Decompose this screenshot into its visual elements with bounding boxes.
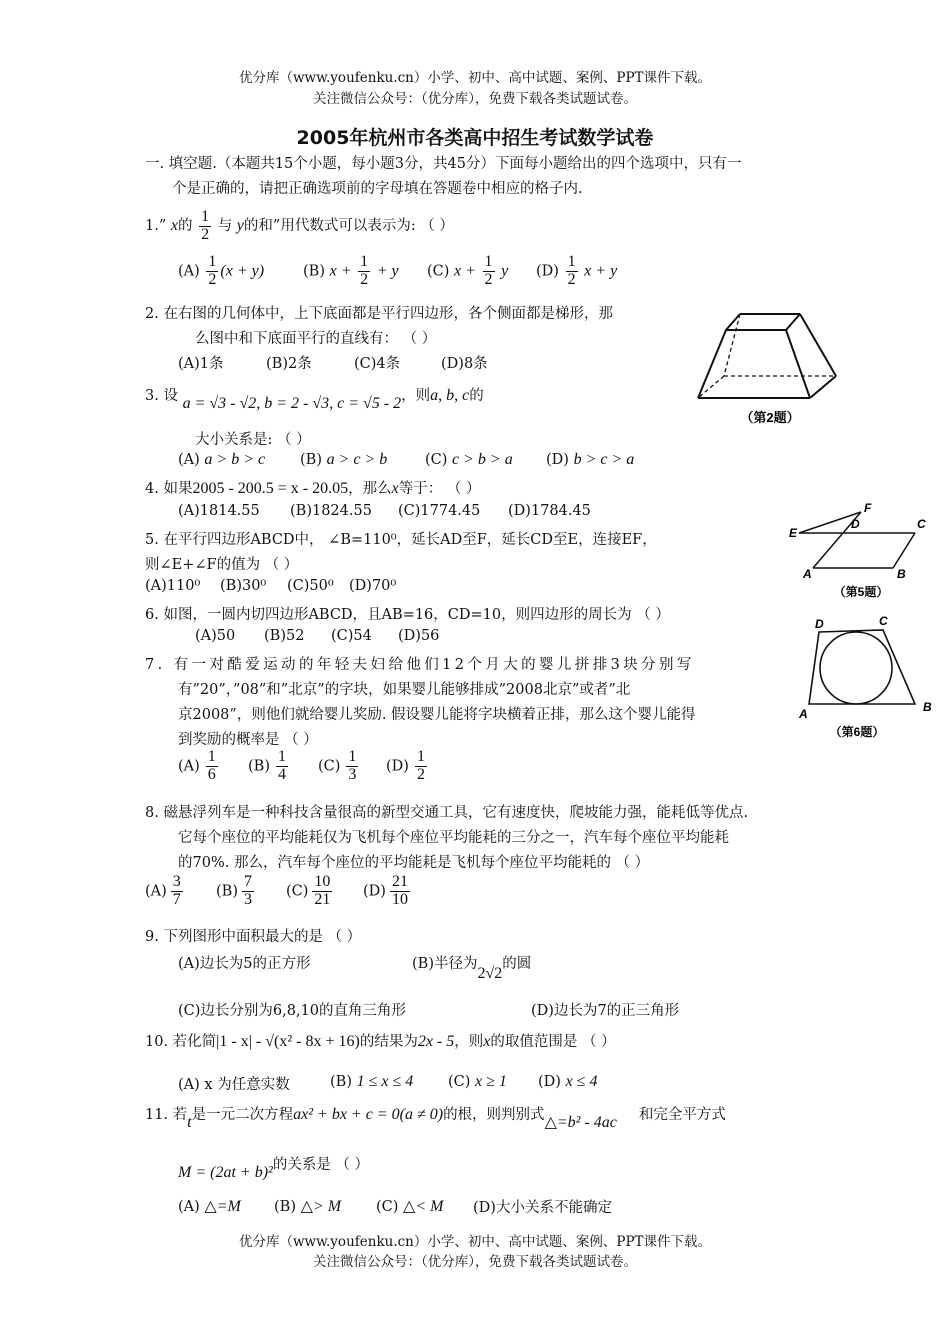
fig5-label-c: C (917, 517, 926, 531)
question-5-line-2: 则∠E+∠F的值为 （ ） (145, 557, 299, 573)
q7-option-b: (B) $\frac{1}{4}$ (248, 748, 286, 783)
q9-option-d: (D)边长为7的正三角形 (531, 1003, 680, 1019)
q3-vars: a, b, c (430, 387, 470, 404)
q2-figure (690, 300, 850, 430)
q10-option-c: (C) x ≥ 1 (448, 1073, 507, 1090)
fig5-label-a: A (803, 567, 812, 581)
section-instruction-line-2: 个是正确的，请把正确选项前的字母填在答题卷中相应的格子内. (172, 181, 583, 197)
q5-option-d: (D)70⁰ (349, 578, 397, 594)
q5-figure (785, 500, 935, 602)
q6-option-a: (A)50 (195, 628, 236, 644)
question-4-stem: 4. 如果2005 - 200.5 = x - 20.05，那么x等于： （ ） (145, 480, 481, 497)
q4-option-a: (A)1814.55 (178, 503, 260, 519)
question-2-line-1: 2. 在右图的几何体中，上下底面都是平行四边形，各个侧面都是梯形，那 (145, 306, 613, 322)
fig6-label-d: D (815, 617, 824, 631)
q2-option-a: (A)1条 (178, 356, 224, 372)
q2-option-d: (D)8条 (441, 356, 488, 372)
q6-option-c: (C)54 (331, 628, 372, 644)
q7-option-d: (D) $\frac{1}{2}$ (386, 748, 425, 783)
q11-option-b: (B) △> M (274, 1198, 342, 1215)
q3-option-a: (A) a > b > c (178, 451, 266, 468)
question-11-line-2: M = (2at + b)²的关系是 （ ） (178, 1157, 370, 1181)
question-8-line-1: 8. 磁悬浮列车是一种科技含量很高的新型交通工具，它有速度快，爬坡能力强，能耗低等优点. (145, 805, 749, 821)
fig6-label-b: B (923, 700, 932, 714)
fig2-back-right-lateral (800, 314, 836, 376)
q9-option-a: (A)边长为5的正方形 (178, 956, 311, 972)
q11-m-expr: M = (2at + b)² (178, 1164, 273, 1181)
q1-option-b: (B) x + $\frac{1}{2}$ + y (303, 253, 399, 288)
header-line-2: 关注微信公众号：（优分库），免费下载各类试题试卷。 (313, 91, 637, 107)
q10-option-b: (B) 1 ≤ x ≤ 4 (330, 1073, 414, 1090)
question-10-stem: 10. 若化简|1 - x| - √(x² - 8x + 16)的结果为2x - 5，则x的取值范围是 （ ） (145, 1033, 616, 1050)
q1-option-a: (A) $\frac{1}{2}$ (x + y) (178, 253, 265, 288)
q2-option-c: (C)4条 (354, 356, 401, 372)
q7-option-a: (A) $\frac{1}{6}$ (178, 748, 216, 783)
q11-discriminant: △=b² - 4ac (544, 1114, 617, 1131)
fig2-caption: （第2题） (740, 410, 800, 425)
q11-option-c: (C) △< M (376, 1198, 444, 1215)
fig2-bottom-right-edge (810, 376, 836, 398)
question-2-line-2: 么图中和下底面平行的直线有： （ ） (195, 331, 437, 347)
q1-text-3: 的和”用代数式可以表示为: （ ） (243, 218, 454, 234)
q3-option-d: (D) b > c > a (546, 451, 635, 468)
question-5-line-1: 5. 在平行四边形ABCD中， ∠B=110⁰，延长AD至F，延长CD至E，连接EF， (145, 532, 657, 548)
q10-option-a: (A) x 为任意实数 (178, 1077, 290, 1093)
fig5-caption: （第5题） (833, 585, 889, 599)
question-3-line-2: 大小关系是: （ ） (195, 432, 311, 448)
q1-y: y (236, 217, 244, 234)
q7-option-c: (C) $\frac{1}{3}$ (318, 748, 357, 783)
header-line-1: 优分库（www.youfenku.cn）小学、初中、高中试题、案例、PPT课件下载。 (238, 70, 712, 86)
q11-option-d: (D)大小关系不能确定 (473, 1200, 612, 1216)
q9-option-b: (B)半径为2√2的圆 (412, 956, 532, 982)
fig2-front-right-lateral (786, 330, 810, 398)
q8-option-a: (A) $\frac{3}{7}$ (145, 873, 181, 908)
q6-figure (795, 612, 940, 742)
fig5-label-e: E (789, 526, 798, 540)
q1-number: 1.” (145, 218, 167, 234)
fig6-caption: （第6题） (829, 725, 885, 739)
question-3-stem (145, 381, 484, 411)
q6-option-d: (D)56 (398, 628, 440, 644)
question-1-stem (145, 204, 454, 248)
q3-suffix-b: 的 (469, 388, 484, 404)
q3-expr: a = √3 - √2, b = 2 - √3, c = √5 - 2 (182, 395, 402, 412)
q10-expr: |1 - x| - √(x² - 8x + 16) (216, 1033, 360, 1050)
q4-option-c: (C)1774.45 (398, 503, 481, 519)
fig6-label-c: C (879, 614, 888, 628)
q1-x: x (170, 217, 178, 234)
q5-option-c: (C)50⁰ (287, 578, 334, 594)
q1-option-d: (D) $\frac{1}{2}$ x + y (536, 253, 618, 288)
q11-equation: ax² + bx + c = 0(a ≠ 0) (293, 1106, 444, 1123)
q1-option-c: (C) x + $\frac{1}{2}$ y (427, 253, 509, 288)
fig6-quadrilateral (809, 630, 915, 704)
question-7-line-4: 到奖励的概率是 （ ） (178, 732, 318, 748)
page-title: 2005年杭州市各类高中招生考试数学试卷 (296, 127, 654, 149)
fig2-front-left-lateral (698, 330, 726, 398)
q5-option-b: (B)30⁰ (220, 578, 267, 594)
q3-option-b: (B) a > c > b (300, 451, 388, 468)
fig5-label-b: B (897, 567, 906, 581)
q4-expr: 2005 - 200.5 = x - 20.05 (192, 480, 349, 497)
q8-option-d: (D) $\frac{21}{10}$ (363, 873, 408, 908)
q3-prefix: 3. 设 (145, 388, 178, 404)
question-6-line-1: 6. 如图，一圆内切四边形ABCD，且AB=16，CD=10，则四边形的周长为 （ ） (145, 607, 670, 623)
fig5-label-d: D (851, 517, 860, 531)
section-instruction-line-1: 一. 填空题.（本题共15个小题，每小题3分，共45分）下面每小题给出的四个选项中，只有一 (145, 156, 742, 172)
q4-option-d: (D)1784.45 (508, 503, 591, 519)
question-9-line-1: 9. 下列图形中面积最大的是 （ ） (145, 929, 362, 945)
q1-text-1: 的 (177, 218, 193, 234)
question-7-line-1: 7. 有一对酷爱运动的年轻夫妇给他们12个月大的婴儿拼排3块分别写 (145, 657, 695, 673)
q2-option-b: (B)2条 (266, 356, 312, 372)
question-11-stem: 11. 若t是一元二次方程ax² + bx + c = 0(a ≠ 0)的根，则判别式△=b² - 4ac 和完全平方式 (145, 1106, 726, 1131)
fig5-side-ad (813, 533, 843, 568)
fig5-side-cb (893, 533, 915, 568)
fig6-label-a: A (799, 707, 808, 721)
footer-line-2: 关注微信公众号：（优分库），免费下载各类试题试卷。 (313, 1254, 637, 1270)
q8-option-c: (C) $\frac{10}{21}$ (286, 873, 331, 908)
fig6-incircle (820, 632, 892, 704)
q1-text-2: 与 (217, 218, 233, 234)
q8-option-b: (B) $\frac{7}{3}$ (216, 873, 252, 908)
question-7-line-2: 有”20”，”08”和”北京”的字块，如果婴儿能够排成”2008北京”或者”北 (178, 682, 631, 698)
question-8-line-3: 的70%. 那么，汽车每个座位的平均能耗是飞机每个座位平均能耗的 （ ） (178, 855, 650, 871)
q6-option-b: (B)52 (264, 628, 305, 644)
fig5-label-f: F (864, 501, 872, 515)
q9-option-c: (C)边长分别为6,8,10的直角三角形 (178, 1003, 407, 1019)
fig2-top-right-edge (786, 314, 800, 330)
q1-half-fraction: $\frac{1}{2}$ (201, 207, 210, 243)
question-7-line-3: 京2008”，则他们就给婴儿奖励. 假设婴儿能将字块横着正排，那么这个婴儿能得 (178, 707, 696, 723)
q4-option-b: (B)1824.55 (290, 503, 372, 519)
q10-option-d: (D) x ≤ 4 (538, 1073, 598, 1090)
question-8-line-2: 它每个座位的平均能耗仅为飞机每个座位平均能耗的三分之一，汽车每个座位平均能耗 (178, 830, 729, 846)
q5-option-a: (A)110⁰ (145, 578, 201, 594)
q3-option-c: (C) c > b > a (425, 451, 513, 468)
q11-option-a: (A) △=M (178, 1198, 241, 1215)
q3-suffix-a: ，则 (401, 388, 431, 404)
footer-line-1: 优分库（www.youfenku.cn）小学、初中、高中试题、案例、PPT课件下载。 (238, 1234, 712, 1250)
q10-result: 2x - 5 (417, 1033, 455, 1050)
